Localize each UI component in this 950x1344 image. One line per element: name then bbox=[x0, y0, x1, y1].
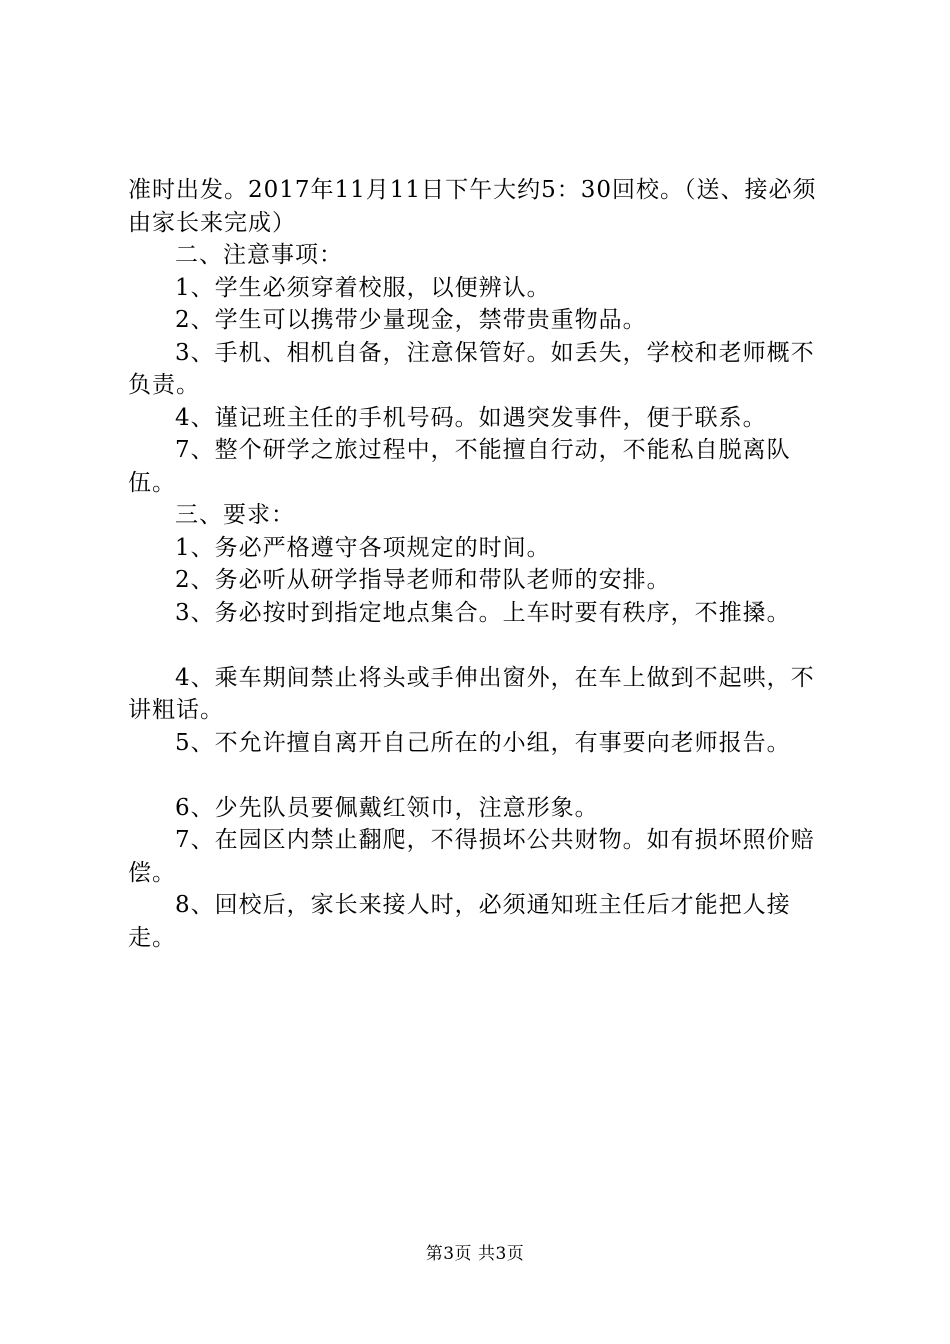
paragraph-departure: 准时出发。2017年11月11日下午大约5：30回校。（送、接必须由家长来完成） bbox=[128, 177, 817, 236]
page-number-footer: 第3页 共3页 bbox=[425, 1244, 525, 1264]
heading-requirements: 三、要求： bbox=[175, 502, 295, 528]
requirement-item-5: 5、不允许擅自离开自己所在的小组，有事要向老师报告。 bbox=[175, 729, 791, 756]
requirement-item-1: 1、务必严格遵守各项规定的时间。 bbox=[175, 534, 551, 561]
requirement-item-4: 4、乘车期间禁止将头或手伸出窗外，在车上做到不起哄，不讲粗话。 bbox=[128, 664, 815, 723]
heading-notes: 二、注意事项： bbox=[175, 242, 343, 268]
note-item-3: 3、手机、相机自备，注意保管好。如丢失，学校和老师概不负责。 bbox=[128, 339, 815, 398]
note-item-4: 4、谨记班主任的手机号码。如遇突发事件，便于联系。 bbox=[175, 404, 767, 431]
requirement-item-6: 6、少先队员要佩戴红领巾，注意形象。 bbox=[175, 794, 599, 821]
requirement-item-7: 7、在园区内禁止翻爬，不得损坏公共财物。如有损坏照价赔偿。 bbox=[128, 827, 815, 886]
document-body bbox=[128, 174, 832, 954]
requirement-item-3: 3、务必按时到指定地点集合。上车时要有秩序，不推搡。 bbox=[175, 599, 791, 626]
note-item-7: 7、整个研学之旅过程中，不能擅自行动，不能私自脱离队伍。 bbox=[128, 437, 791, 496]
note-item-2: 2、学生可以携带少量现金，禁带贵重物品。 bbox=[175, 307, 647, 333]
requirement-item-2: 2、务必听从研学指导老师和带队老师的安排。 bbox=[175, 567, 671, 593]
note-item-1: 1、学生必须穿着校服，以便辨认。 bbox=[175, 274, 551, 301]
requirement-item-8: 8、回校后，家长来接人时，必须通知班主任后才能把人接走。 bbox=[128, 892, 791, 951]
